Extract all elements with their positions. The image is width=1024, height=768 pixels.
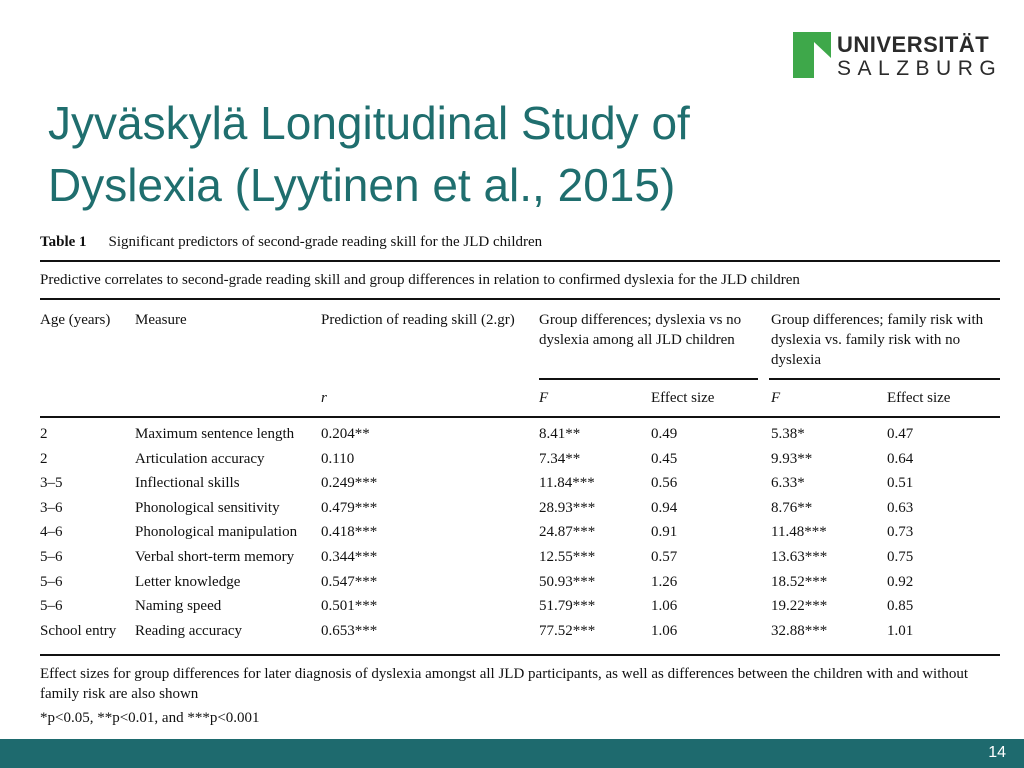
cell-f-group2: 5.38* [771, 426, 805, 442]
header-group2-line-2: dyslexia vs. family risk with no [771, 332, 961, 348]
header-prediction: Prediction of reading skill (2.gr) [321, 312, 515, 328]
cell-measure: Articulation accuracy [135, 450, 265, 467]
cell-age: 5–6 [40, 548, 63, 565]
header-f-group2: F [771, 390, 781, 406]
logo-mark [793, 32, 831, 78]
table-footnote-significance: *p<0.05, **p<0.01, and ***p<0.001 [40, 710, 260, 726]
footer-bar [0, 739, 1024, 768]
cell-effect-size-group2: 0.75 [887, 548, 914, 565]
cell-f-group2: 18.52*** [771, 573, 828, 590]
rule-top [40, 260, 1000, 262]
cell-effect-size-group2: 0.64 [887, 450, 914, 467]
cell-effect-size-group1: 0.56 [651, 475, 678, 492]
salzburg-logo-icon [793, 32, 831, 78]
header-group2 [771, 310, 983, 370]
cell-effect-size-group2: 0.85 [887, 598, 914, 615]
header-effect-size-group1: Effect size [651, 390, 715, 406]
header-group1-line-2: dyslexia among all JLD children [539, 332, 735, 348]
cell-f-group1: 50.93*** [539, 573, 596, 590]
cell-age: 4–6 [40, 524, 63, 541]
cell-f-group2: 19.22*** [771, 598, 828, 615]
logo-text-universitaet: UNIVERSITÄT [837, 32, 990, 57]
cell-effect-size-group2: 0.51 [887, 475, 914, 492]
table-body [40, 424, 1000, 645]
cell-r: 0.501*** [321, 598, 378, 615]
logo-text-salzburg: SALZBURG [837, 57, 1003, 80]
cell-r: 0.653*** [321, 622, 378, 639]
cell-effect-size-group2: 0.47 [887, 426, 914, 442]
header-group2-line-1: Group differences; family risk with [771, 312, 984, 328]
table-row [40, 621, 1000, 646]
cell-measure: Phonological sensitivity [135, 499, 280, 516]
table-row [40, 522, 1000, 547]
cell-r: 0.204** [321, 426, 370, 442]
cell-f-group2: 11.48*** [771, 524, 827, 541]
cell-effect-size-group1: 1.06 [651, 622, 678, 639]
table-subcaption: Predictive correlates to second-grade reading skill and group differences in relation to confirmed dyslexia for the JLD children [40, 272, 800, 288]
header-group1 [539, 310, 741, 350]
cell-measure: Phonological manipulation [135, 524, 298, 541]
header-group1-line-1: Group differences; dyslexia vs no [539, 312, 742, 328]
rule-header [40, 416, 1000, 418]
cell-age: 2 [40, 450, 48, 467]
cell-effect-size-group2: 0.92 [887, 573, 914, 590]
cell-measure: Inflectional skills [135, 475, 240, 492]
cell-effect-size-group2: 0.63 [887, 499, 914, 516]
university-logo [793, 32, 1003, 82]
cell-measure: Letter knowledge [135, 573, 241, 590]
cell-measure: Naming speed [135, 598, 222, 615]
cell-f-group1: 77.52*** [539, 622, 596, 639]
header-measure: Measure [135, 312, 187, 328]
cell-effect-size-group1: 0.94 [651, 499, 678, 516]
cell-age: 3–6 [40, 499, 63, 516]
header-age: Age (years) [40, 312, 111, 328]
table-footnote-effect-sizes: Effect sizes for group differences for later diagnosis of dyslexia amongst all JLD participants, as well as differences between the children with and without family risk are also shown [40, 666, 969, 702]
table-row [40, 473, 1000, 498]
cell-r: 0.110 [321, 450, 355, 467]
cell-f-group1: 7.34** [539, 450, 581, 467]
table-label: Table 1 [40, 234, 87, 250]
cell-r: 0.418*** [321, 524, 378, 541]
header-effect-size-group2: Effect size [887, 390, 951, 406]
cell-age: School entry [40, 622, 117, 639]
cell-effect-size-group2: 0.73 [887, 524, 914, 541]
cell-age: 5–6 [40, 598, 63, 615]
slide-title-line-2: Dyslexia (Lyytinen et al., 2015) [48, 159, 676, 211]
cell-effect-size-group1: 0.45 [651, 450, 678, 467]
cell-effect-size-group1: 0.91 [651, 524, 678, 541]
cell-effect-size-group2: 1.01 [887, 622, 914, 639]
cell-r: 0.547*** [321, 573, 378, 590]
cell-effect-size-group1: 0.49 [651, 426, 678, 442]
table-row [40, 449, 1000, 474]
cell-r: 0.479*** [321, 499, 378, 516]
slide-title-line-1: Jyväskylä Longitudinal Study of [48, 97, 690, 149]
table-caption [40, 234, 542, 251]
table-caption-text: Significant predictors of second-grade reading skill for the JLD children [108, 234, 543, 250]
cell-age: 5–6 [40, 573, 63, 590]
cell-f-group2: 6.33* [771, 475, 805, 492]
cell-measure: Reading accuracy [135, 622, 243, 639]
rule-subcaption [40, 298, 1000, 300]
cell-f-group1: 12.55*** [539, 548, 596, 565]
page-number: 14 [988, 744, 1006, 761]
cell-effect-size-group1: 1.26 [651, 573, 678, 590]
rule-group1 [539, 378, 758, 380]
table-row [40, 424, 1000, 449]
table-row [40, 498, 1000, 523]
rule-bottom [40, 654, 1000, 656]
cell-f-group2: 13.63*** [771, 548, 828, 565]
cell-r: 0.344*** [321, 548, 378, 565]
cell-measure: Maximum sentence length [135, 426, 295, 442]
cell-f-group2: 8.76** [771, 499, 813, 516]
cell-age: 3–5 [40, 475, 63, 492]
cell-effect-size-group1: 1.06 [651, 598, 678, 615]
cell-f-group1: 11.84*** [539, 475, 595, 492]
header-f-group1: F [539, 390, 549, 406]
cell-f-group2: 9.93** [771, 450, 813, 467]
cell-measure: Verbal short-term memory [135, 548, 295, 565]
cell-f-group1: 24.87*** [539, 524, 596, 541]
cell-f-group1: 51.79*** [539, 598, 596, 615]
cell-f-group2: 32.88*** [771, 622, 828, 639]
cell-age: 2 [40, 426, 48, 442]
rule-group2 [769, 378, 1000, 380]
cell-r: 0.249*** [321, 475, 378, 492]
cell-f-group1: 28.93*** [539, 499, 596, 516]
table-row [40, 547, 1000, 572]
cell-effect-size-group1: 0.57 [651, 548, 678, 565]
table-row [40, 596, 1000, 621]
table-row [40, 572, 1000, 597]
header-group2-line-3: dyslexia [771, 352, 821, 368]
cell-f-group1: 8.41** [539, 426, 581, 442]
slide-title [48, 92, 808, 216]
header-r: r [321, 390, 327, 406]
